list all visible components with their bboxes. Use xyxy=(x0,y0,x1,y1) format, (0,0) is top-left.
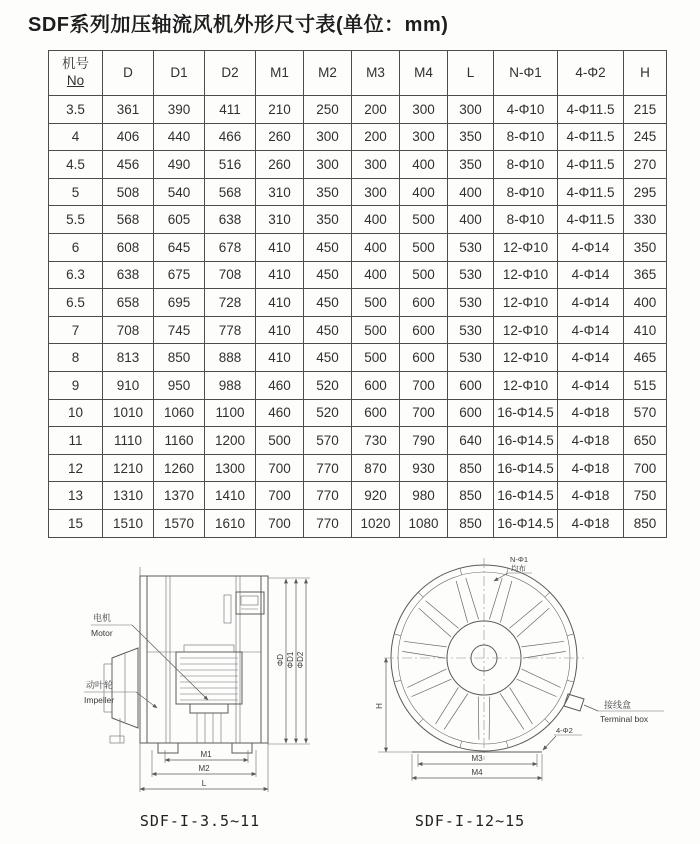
table-cell: 300 xyxy=(400,123,448,151)
table-cell: 450 xyxy=(304,344,352,372)
table-cell: 330 xyxy=(624,206,667,234)
table-cell: 605 xyxy=(154,206,205,234)
table-cell: 675 xyxy=(154,261,205,289)
table-cell: 988 xyxy=(205,371,256,399)
table-cell: 200 xyxy=(352,123,400,151)
table-cell: 8-Φ10 xyxy=(494,151,558,179)
table-cell: 530 xyxy=(448,261,494,289)
table-row xyxy=(49,289,667,317)
table-cell: 4-Φ11.5 xyxy=(558,151,624,179)
table-cell: 500 xyxy=(352,289,400,317)
table-cell: 1210 xyxy=(103,454,154,482)
table-cell: 400 xyxy=(624,289,667,317)
table-cell: 6.5 xyxy=(49,289,103,317)
table-cell: 4-Φ18 xyxy=(558,482,624,510)
table-cell: 350 xyxy=(448,151,494,179)
header-m1: M1 xyxy=(256,51,304,96)
table-row xyxy=(49,344,667,372)
table-cell: 4.5 xyxy=(49,151,103,179)
dim-label-4phi2: 4-Φ2 xyxy=(556,726,573,735)
table-cell: 310 xyxy=(256,178,304,206)
table-cell: 530 xyxy=(448,289,494,317)
table-cell: 300 xyxy=(304,151,352,179)
holes-label-line2: 均布 xyxy=(511,564,526,573)
table-cell: 400 xyxy=(352,261,400,289)
table-cell: 1100 xyxy=(205,399,256,427)
table-cell: 12-Φ10 xyxy=(494,371,558,399)
table-cell: 4-Φ18 xyxy=(558,509,624,537)
table-cell: 10 xyxy=(49,399,103,427)
table-cell: 850 xyxy=(448,509,494,537)
table-cell: 400 xyxy=(448,206,494,234)
page-title: SDF系列加压轴流风机外形尺寸表(单位：mm) xyxy=(28,14,449,36)
header-4-phi2: 4-Φ2 xyxy=(558,51,624,96)
header-n-phi1: N-Φ1 xyxy=(494,51,558,96)
table-row xyxy=(49,509,667,537)
table-cell: 4-Φ11.5 xyxy=(558,123,624,151)
table-cell: 295 xyxy=(624,178,667,206)
table-cell: 450 xyxy=(304,261,352,289)
table-cell: 8-Φ10 xyxy=(494,123,558,151)
table-cell: 16-Φ14.5 xyxy=(494,399,558,427)
table-cell: 16-Φ14.5 xyxy=(494,427,558,455)
header-m2: M2 xyxy=(304,51,352,96)
table-cell: 411 xyxy=(205,96,256,124)
table-cell: 778 xyxy=(205,316,256,344)
table-cell: 245 xyxy=(624,123,667,151)
dim-label-l: L xyxy=(201,779,207,788)
table-cell: 210 xyxy=(256,96,304,124)
table-cell: 1310 xyxy=(103,482,154,510)
table-cell: 600 xyxy=(448,371,494,399)
table-cell: 400 xyxy=(352,206,400,234)
dim-label-m3: M3 xyxy=(471,754,483,763)
table-cell: 410 xyxy=(256,261,304,289)
table-cell: 4-Φ18 xyxy=(558,399,624,427)
table-cell: 4-Φ11.5 xyxy=(558,178,624,206)
table-row xyxy=(49,96,667,124)
table-cell: 16-Φ14.5 xyxy=(494,454,558,482)
terminal-box-label-en: Terminal box xyxy=(600,714,649,724)
header-d1: D1 xyxy=(154,51,205,96)
table-cell: 500 xyxy=(256,427,304,455)
phi2-callout xyxy=(543,726,582,750)
motor-label-cn: 电机 xyxy=(93,613,112,623)
header-h: H xyxy=(624,51,667,96)
table-cell: 1060 xyxy=(154,399,205,427)
dim-label-phiD1: ΦD1 xyxy=(286,651,295,669)
table-cell: 13 xyxy=(49,482,103,510)
header-m4: M4 xyxy=(400,51,448,96)
dim-label-m4: M4 xyxy=(471,768,483,777)
table-cell: 770 xyxy=(304,454,352,482)
diameter-dimensions xyxy=(268,578,310,744)
table-cell: 4-Φ14 xyxy=(558,371,624,399)
table-cell: 400 xyxy=(352,233,400,261)
table-cell: 700 xyxy=(256,482,304,510)
table-cell: 516 xyxy=(205,151,256,179)
table-cell: 708 xyxy=(205,261,256,289)
table-cell: 813 xyxy=(103,344,154,372)
table-cell: 700 xyxy=(400,399,448,427)
table-cell: 400 xyxy=(400,178,448,206)
table-cell: 310 xyxy=(256,206,304,234)
table-cell: 4-Φ18 xyxy=(558,427,624,455)
header-m3: M3 xyxy=(352,51,400,96)
table-cell: 410 xyxy=(256,233,304,261)
table-cell: 700 xyxy=(256,509,304,537)
holes-label-line1: N-Φ1 xyxy=(510,555,529,564)
table-cell: 4-Φ11.5 xyxy=(558,206,624,234)
table-cell: 440 xyxy=(154,123,205,151)
table-cell: 300 xyxy=(352,151,400,179)
table-cell: 770 xyxy=(304,509,352,537)
dim-label-h: H xyxy=(375,703,384,709)
table-cell: 850 xyxy=(448,482,494,510)
table-cell: 638 xyxy=(103,261,154,289)
table-cell: 640 xyxy=(448,427,494,455)
caption-side-view: SDF-I-3.5~11 xyxy=(139,812,261,830)
side-view-drawing xyxy=(60,548,360,806)
table-cell: 700 xyxy=(256,454,304,482)
table-cell: 888 xyxy=(205,344,256,372)
header-d: D xyxy=(103,51,154,96)
table-cell: 300 xyxy=(400,96,448,124)
table-cell: 500 xyxy=(400,206,448,234)
table-cell: 1300 xyxy=(205,454,256,482)
junction-box xyxy=(224,592,264,623)
table-cell: 260 xyxy=(256,151,304,179)
table-cell: 700 xyxy=(624,454,667,482)
table-cell: 15 xyxy=(49,509,103,537)
table-cell: 568 xyxy=(103,206,154,234)
table-cell: 1370 xyxy=(154,482,205,510)
table-cell: 12-Φ10 xyxy=(494,344,558,372)
table-cell: 8-Φ10 xyxy=(494,206,558,234)
table-cell: 350 xyxy=(624,233,667,261)
table-cell: 12-Φ10 xyxy=(494,316,558,344)
table-cell: 645 xyxy=(154,233,205,261)
table-row xyxy=(49,454,667,482)
table-cell: 520 xyxy=(304,399,352,427)
table-cell: 16-Φ14.5 xyxy=(494,482,558,510)
table-cell: 980 xyxy=(400,482,448,510)
bottom-dimensions xyxy=(140,743,268,792)
table-cell: 850 xyxy=(154,344,205,372)
table-cell: 770 xyxy=(304,482,352,510)
header-d2: D2 xyxy=(205,51,256,96)
table-cell: 530 xyxy=(448,316,494,344)
header-l: L xyxy=(448,51,494,96)
table-cell: 1110 xyxy=(103,427,154,455)
table-cell: 950 xyxy=(154,371,205,399)
table-cell: 790 xyxy=(400,427,448,455)
table-cell: 12 xyxy=(49,454,103,482)
table-cell: 678 xyxy=(205,233,256,261)
table-cell: 4-Φ10 xyxy=(494,96,558,124)
table-cell: 1570 xyxy=(154,509,205,537)
table-cell: 200 xyxy=(352,96,400,124)
table-cell: 12-Φ10 xyxy=(494,261,558,289)
table-cell: 4-Φ11.5 xyxy=(558,96,624,124)
table-cell: 6.3 xyxy=(49,261,103,289)
dim-label-m1: M1 xyxy=(200,750,212,759)
table-cell: 450 xyxy=(304,289,352,317)
table-cell: 850 xyxy=(448,454,494,482)
table-cell: 250 xyxy=(304,96,352,124)
table-cell: 708 xyxy=(103,316,154,344)
table-cell: 750 xyxy=(624,482,667,510)
table-cell: 910 xyxy=(103,371,154,399)
table-cell: 658 xyxy=(103,289,154,317)
table-cell: 400 xyxy=(400,151,448,179)
table-cell: 500 xyxy=(400,233,448,261)
table-cell: 456 xyxy=(103,151,154,179)
impeller-label-cn: 动叶轮 xyxy=(86,680,114,690)
table-row xyxy=(49,371,667,399)
table-cell: 1160 xyxy=(154,427,205,455)
terminal-box-callout xyxy=(564,694,664,724)
table-cell: 1010 xyxy=(103,399,154,427)
table-cell: 570 xyxy=(304,427,352,455)
table-cell: 361 xyxy=(103,96,154,124)
table-row xyxy=(49,261,667,289)
dim-label-phiD: ΦD xyxy=(276,653,285,667)
table-cell: 600 xyxy=(352,399,400,427)
table-cell: 350 xyxy=(448,123,494,151)
table-cell: 530 xyxy=(448,233,494,261)
table-cell: 460 xyxy=(256,399,304,427)
terminal-box-label-cn: 接线盒 xyxy=(604,700,632,710)
table-cell: 12-Φ10 xyxy=(494,233,558,261)
table-cell: 350 xyxy=(304,178,352,206)
table-cell: 300 xyxy=(304,123,352,151)
table-cell: 260 xyxy=(256,123,304,151)
table-cell: 4-Φ14 xyxy=(558,289,624,317)
table-cell: 8-Φ10 xyxy=(494,178,558,206)
table-cell: 365 xyxy=(624,261,667,289)
table-row xyxy=(49,206,667,234)
table-cell: 215 xyxy=(624,96,667,124)
table-cell: 4-Φ14 xyxy=(558,261,624,289)
table-cell: 410 xyxy=(256,344,304,372)
table-cell: 1510 xyxy=(103,509,154,537)
table-cell: 7 xyxy=(49,316,103,344)
table-cell: 460 xyxy=(256,371,304,399)
table-body xyxy=(49,96,667,538)
table-cell: 500 xyxy=(352,344,400,372)
table-cell: 16-Φ14.5 xyxy=(494,509,558,537)
table-cell: 350 xyxy=(304,206,352,234)
table-row xyxy=(49,482,667,510)
table-cell: 400 xyxy=(448,178,494,206)
table-cell: 4-Φ14 xyxy=(558,316,624,344)
table-cell: 695 xyxy=(154,289,205,317)
dimension-table xyxy=(48,50,667,538)
table-row xyxy=(49,123,667,151)
table-cell: 4-Φ18 xyxy=(558,454,624,482)
table-cell: 6 xyxy=(49,233,103,261)
table-cell: 465 xyxy=(624,344,667,372)
table-row xyxy=(49,233,667,261)
header-machine-no-en: No xyxy=(66,73,85,88)
header-machine-no xyxy=(49,51,103,96)
table-cell: 300 xyxy=(352,178,400,206)
table-cell: 745 xyxy=(154,316,205,344)
table-cell: 930 xyxy=(400,454,448,482)
table-cell: 638 xyxy=(205,206,256,234)
table-cell: 1260 xyxy=(154,454,205,482)
table-cell: 500 xyxy=(400,261,448,289)
table-cell: 508 xyxy=(103,178,154,206)
table-row xyxy=(49,399,667,427)
table-cell: 570 xyxy=(624,399,667,427)
table-cell: 600 xyxy=(400,316,448,344)
table-cell: 4-Φ14 xyxy=(558,233,624,261)
casing-outline xyxy=(140,567,268,743)
table-cell: 406 xyxy=(103,123,154,151)
table-cell: 870 xyxy=(352,454,400,482)
table-cell: 300 xyxy=(448,96,494,124)
table-cell: 1410 xyxy=(205,482,256,510)
table-cell: 4 xyxy=(49,123,103,151)
table-cell: 700 xyxy=(400,371,448,399)
table-cell: 540 xyxy=(154,178,205,206)
table-cell: 12-Φ10 xyxy=(494,289,558,317)
table-cell: 390 xyxy=(154,96,205,124)
table-cell: 3.5 xyxy=(49,96,103,124)
table-cell: 500 xyxy=(352,316,400,344)
table-cell: 600 xyxy=(352,371,400,399)
h-dimension xyxy=(375,658,412,752)
table-cell: 600 xyxy=(400,289,448,317)
table-cell: 9 xyxy=(49,371,103,399)
table-cell: 515 xyxy=(624,371,667,399)
table-cell: 600 xyxy=(448,399,494,427)
table-cell: 1610 xyxy=(205,509,256,537)
table-header xyxy=(49,51,667,96)
table-row xyxy=(49,427,667,455)
table-cell: 410 xyxy=(256,289,304,317)
header-machine-no-cn: 机号 xyxy=(62,56,89,72)
table-cell: 450 xyxy=(304,316,352,344)
table-cell: 466 xyxy=(205,123,256,151)
table-cell: 4-Φ14 xyxy=(558,344,624,372)
table-cell: 1080 xyxy=(400,509,448,537)
table-cell: 410 xyxy=(256,316,304,344)
table-cell: 1020 xyxy=(352,509,400,537)
table-cell: 8 xyxy=(49,344,103,372)
table-cell: 1200 xyxy=(205,427,256,455)
table-cell: 530 xyxy=(448,344,494,372)
table-cell: 920 xyxy=(352,482,400,510)
table-row xyxy=(49,151,667,179)
dim-label-m2: M2 xyxy=(198,764,210,773)
table-cell: 650 xyxy=(624,427,667,455)
table-cell: 450 xyxy=(304,233,352,261)
dim-label-phiD2: ΦD2 xyxy=(296,651,305,669)
table-cell: 410 xyxy=(624,316,667,344)
table-cell: 730 xyxy=(352,427,400,455)
motor-label-en: Motor xyxy=(91,628,113,638)
table-cell: 490 xyxy=(154,151,205,179)
center-lines xyxy=(384,558,584,760)
table-cell: 270 xyxy=(624,151,667,179)
table-row xyxy=(49,178,667,206)
table-cell: 520 xyxy=(304,371,352,399)
impeller-callout xyxy=(84,679,157,708)
front-view-drawing xyxy=(360,548,680,806)
impeller-label-en: Impeller xyxy=(84,695,115,705)
table-cell: 5 xyxy=(49,178,103,206)
table-cell: 11 xyxy=(49,427,103,455)
table-row xyxy=(49,316,667,344)
table-cell: 608 xyxy=(103,233,154,261)
caption-front-view: SDF-I-12~15 xyxy=(414,812,526,830)
bottom-dimensions xyxy=(412,754,542,781)
table-cell: 5.5 xyxy=(49,206,103,234)
table-cell: 850 xyxy=(624,509,667,537)
table-cell: 600 xyxy=(400,344,448,372)
table-cell: 728 xyxy=(205,289,256,317)
table-cell: 568 xyxy=(205,178,256,206)
motor-body xyxy=(176,645,242,743)
